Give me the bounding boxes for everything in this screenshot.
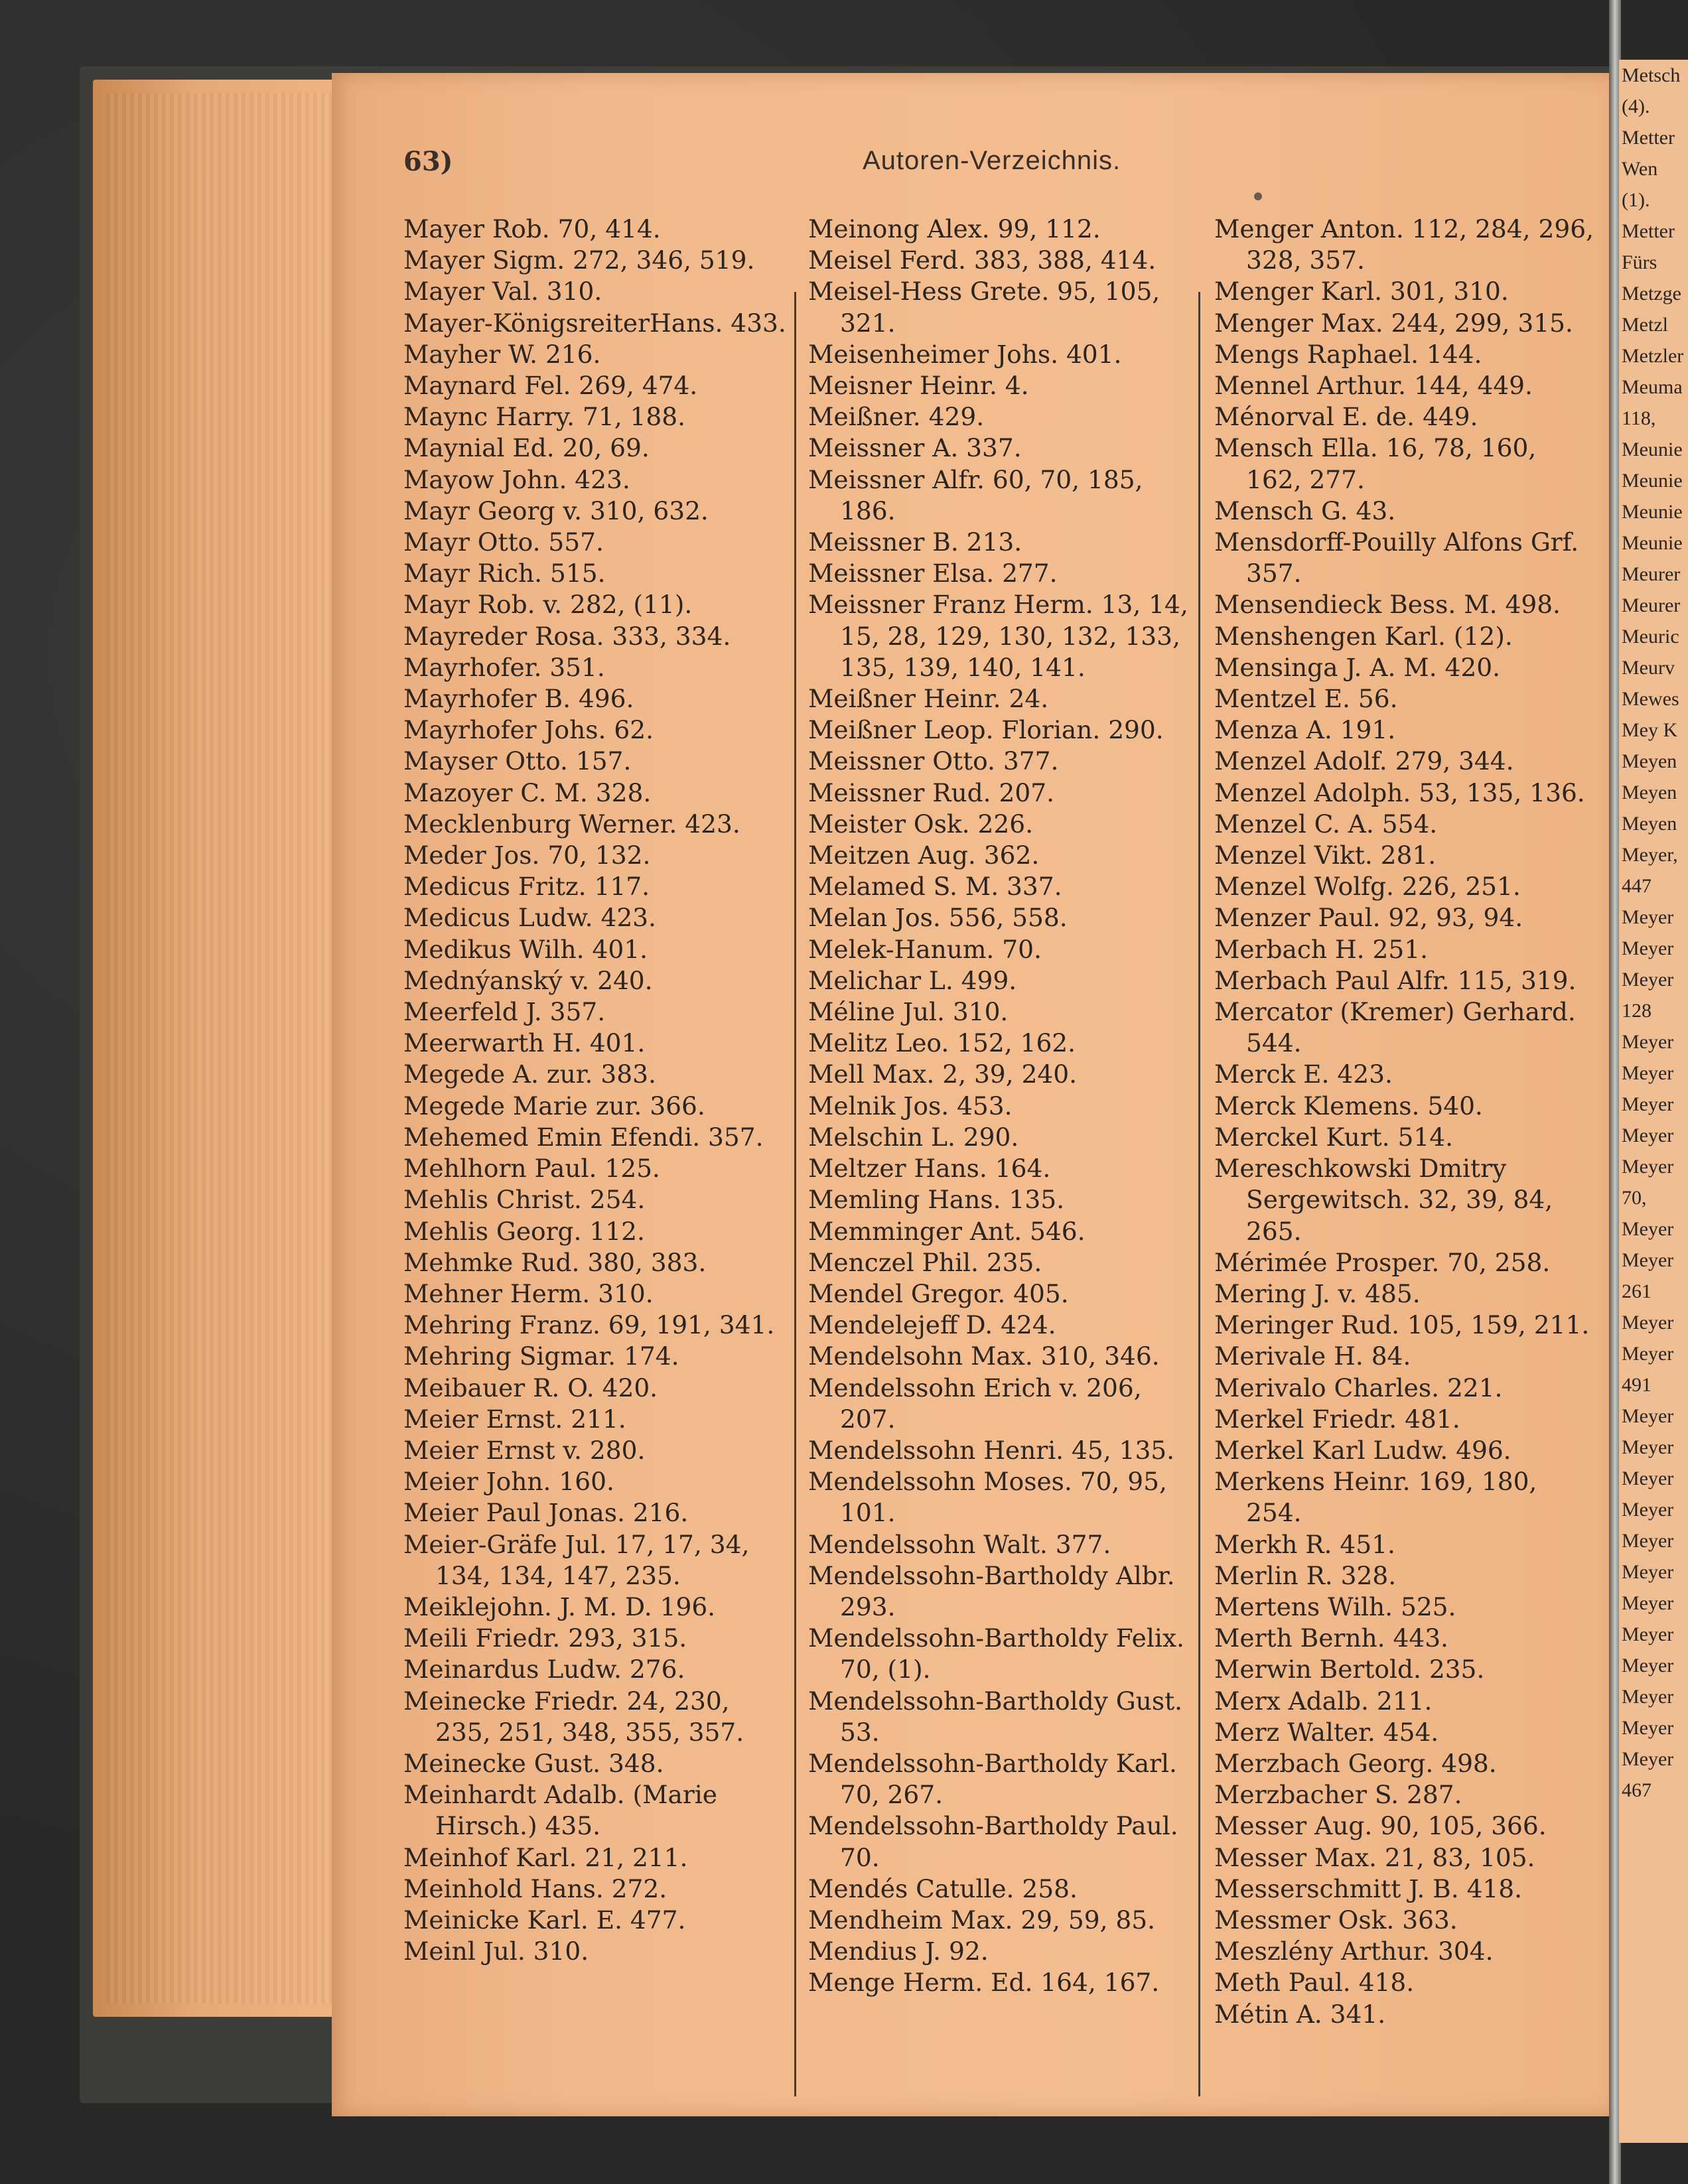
next-page-fragment: Meurer: [1622, 594, 1681, 616]
index-entry: Merzbacher S. 287.: [1214, 1780, 1462, 1810]
index-entry: Messer Aug. 90, 105, 366.: [1214, 1811, 1547, 1841]
next-page-fragment: 467: [1622, 1779, 1652, 1801]
index-entry: Mehemed Emin Efendi. 357.: [403, 1122, 764, 1152]
index-entry: Mendelssohn Moses. 70, 95, 101.: [808, 1467, 1167, 1528]
index-entry: Mendelssohn-Bartholdy Albr. 293.: [808, 1560, 1175, 1621]
index-entry: Mendelssohn-Bartholdy Karl. 70, 267.: [808, 1748, 1177, 1810]
next-page-fragment: Meyen: [1622, 750, 1677, 772]
index-entry: Meier Ernst v. 280.: [403, 1435, 646, 1465]
index-entry: Merwin Bertold. 235.: [1214, 1655, 1485, 1684]
index-entry: Mercator (Kremer) Gerhard. 544.: [1214, 997, 1576, 1058]
next-page-fragment: Metzl: [1622, 314, 1668, 336]
index-entry: Ménorval E. de. 449.: [1214, 402, 1478, 432]
index-entry: Mendelssohn Henri. 45, 135.: [808, 1435, 1175, 1465]
next-page-fragment: 70,: [1622, 1187, 1647, 1209]
next-page-fragment: Fürs: [1622, 251, 1657, 273]
index-entry: Medicus Fritz. 117.: [403, 872, 650, 902]
index-entry: Mertens Wilh. 525.: [1214, 1592, 1456, 1621]
index-entry: Meissner Alfr. 60, 70, 185, 186.: [808, 464, 1143, 525]
index-entry: Merx Adalb. 211.: [1214, 1686, 1433, 1716]
index-entry: Meinhardt Adalb. (Marie Hirsch.) 435.: [403, 1780, 717, 1841]
index-entry: Merkens Heinr. 169, 180, 254.: [1214, 1467, 1537, 1528]
next-page-fragment: Meyer: [1622, 1623, 1674, 1645]
index-entry: Merkel Karl Ludw. 496.: [1214, 1435, 1512, 1465]
next-page-fragment: Metsch: [1622, 64, 1681, 86]
index-entry: Mayher W. 216.: [403, 339, 601, 369]
index-entry: Mensdorff-Pouilly Alfons Grf. 357.: [1214, 527, 1579, 588]
next-page-fragment: Meyer: [1622, 937, 1674, 959]
index-entry: Mendelssohn-Bartholdy Paul. 70.: [808, 1811, 1178, 1872]
next-page-fragment: (4).: [1622, 96, 1650, 117]
index-entry: Merzbach Georg. 498.: [1214, 1748, 1497, 1778]
page-header: [332, 146, 1612, 192]
index-entry: Messer Max. 21, 83, 105.: [1214, 1842, 1535, 1872]
next-page-fragment: Meyer: [1622, 906, 1674, 928]
index-entry: Mayrhofer B. 496.: [403, 684, 634, 714]
next-page-fragment: 128: [1622, 1000, 1652, 1022]
next-page-fragment: Metter: [1622, 220, 1675, 242]
index-entry: Meisel-Hess Grete. 95, 105, 321.: [808, 277, 1160, 338]
index-entry: Merivale H. 84.: [1214, 1341, 1411, 1371]
index-entry: Merbach H. 251.: [1214, 934, 1428, 964]
index-entry: Mehner Herm. 310.: [403, 1278, 654, 1308]
index-entry: Meister Osk. 226.: [808, 809, 1033, 839]
index-entry: Meier-Gräfe Jul. 17, 17, 34, 134, 134, 147, 235.: [403, 1529, 750, 1590]
index-entry: Melek-Hanum. 70.: [808, 934, 1042, 964]
index-entry: Mayreder Rosa. 333, 334.: [403, 621, 731, 651]
index-entry: Mendelssohn Erich v. 206, 207.: [808, 1373, 1142, 1434]
index-entry: Messmer Osk. 363.: [1214, 1905, 1458, 1935]
next-page-fragment: Metter: [1622, 127, 1675, 149]
index-entry: Memminger Ant. 546.: [808, 1216, 1086, 1246]
index-entry: Meinhold Hans. 272.: [403, 1874, 668, 1903]
next-page-fragment: Meyer: [1622, 1343, 1674, 1365]
index-entry: Mensinga J. A. M. 420.: [1214, 652, 1501, 682]
index-entry: Méline Jul. 310.: [808, 997, 1009, 1027]
index-entry: Merckel Kurt. 514.: [1214, 1122, 1454, 1152]
next-page-fragment: Meyer: [1622, 1125, 1674, 1146]
index-entry: Meissner Otto. 377.: [808, 746, 1059, 776]
index-entry: Mazoyer C. M. 328.: [403, 778, 652, 807]
index-entry: Messerschmitt J. B. 418.: [1214, 1874, 1523, 1903]
index-entry: Mensendieck Bess. M. 498.: [1214, 590, 1561, 620]
index-entry: Mehring Sigmar. 174.: [403, 1341, 679, 1371]
index-entry: Métin A. 341.: [1214, 1999, 1386, 2029]
index-entry: Mehlhorn Paul. 125.: [403, 1154, 660, 1184]
index-entry: Merlin R. 328.: [1214, 1560, 1397, 1590]
next-page-fragment: Meyer,: [1622, 844, 1678, 866]
index-entry: Meiklejohn. J. M. D. 196.: [403, 1592, 716, 1621]
running-title: Autoren-Verzeichnis.: [863, 146, 1121, 175]
index-entry: Menzel Adolph. 53, 135, 136.: [1214, 778, 1585, 807]
next-page-fragment: 261: [1622, 1280, 1652, 1302]
page-number: 63): [403, 146, 453, 177]
index-entry: Melschin L. 290.: [808, 1122, 1019, 1152]
index-entry: Menza A. 191.: [1214, 715, 1396, 745]
index-entry: Mendelsohn Max. 310, 346.: [808, 1341, 1160, 1371]
next-page-fragment: Meyer: [1622, 1530, 1674, 1552]
next-page-fragment: Metzler: [1622, 345, 1684, 367]
next-page-fragment: Meyer: [1622, 1592, 1674, 1614]
index-entry: Meinecke Friedr. 24, 230, 235, 251, 348, 355, 357.: [403, 1686, 744, 1747]
next-page-fragment: Meyen: [1622, 813, 1677, 835]
index-entry: Meerwarth H. 401.: [403, 1028, 646, 1058]
index-entry: Melichar L. 499.: [808, 965, 1017, 995]
index-column-1: [403, 214, 788, 1967]
index-entry: Mehlis Christ. 254.: [403, 1185, 646, 1215]
index-entry: Mayow John. 423.: [403, 464, 630, 494]
index-entry: Meszlény Arthur. 304.: [1214, 1937, 1494, 1966]
index-entry: Menger Max. 244, 299, 315.: [1214, 308, 1573, 338]
index-entry: Meisenheimer Johs. 401.: [808, 339, 1122, 369]
index-entry: Merck E. 423.: [1214, 1059, 1393, 1089]
next-page-fragment: Meyer: [1622, 1156, 1674, 1178]
index-entry: Meibauer R. O. 420.: [403, 1373, 658, 1402]
index-entry: Melamed S. M. 337.: [808, 872, 1062, 902]
next-page-fragment: Meyer: [1622, 1717, 1674, 1739]
next-page-fragment: Meyer: [1622, 1499, 1674, 1521]
index-entry: Menge Herm. Ed. 164, 167.: [808, 1968, 1160, 1998]
next-page-fragment: (1).: [1622, 189, 1650, 211]
next-page-fragment: Meyer: [1622, 1031, 1674, 1053]
index-entry: Mendelejeff D. 424.: [808, 1310, 1056, 1340]
index-entry: Mehlis Georg. 112.: [403, 1216, 645, 1246]
next-page-fragment: Meunie: [1622, 439, 1683, 460]
page-block-strips: [106, 93, 332, 2004]
index-entry: Mayer Rob. 70, 414.: [403, 214, 661, 243]
index-entry: Mayr Rob. v. 282, (11).: [403, 590, 693, 620]
index-entry: Meinicke Karl. E. 477.: [403, 1905, 686, 1935]
index-entry: Mayer Sigm. 272, 346, 519.: [403, 245, 755, 275]
index-entry: Mendelssohn Walt. 377.: [808, 1529, 1111, 1559]
index-entry: Menzel Adolf. 279, 344.: [1214, 746, 1514, 776]
index-entry: Meder Jos. 70, 132.: [403, 841, 651, 870]
index-entry: Meinhof Karl. 21, 211.: [403, 1842, 688, 1872]
index-entry: Meißner. 429.: [808, 402, 985, 432]
index-entry: Mensch G. 43.: [1214, 496, 1396, 525]
index-entry: Mehring Franz. 69, 191, 341.: [403, 1310, 775, 1340]
next-page-fragment: Mewes: [1622, 688, 1679, 710]
next-page-fragment: Meuma: [1622, 376, 1683, 398]
index-entry: Mendius J. 92.: [808, 1937, 989, 1966]
next-page-fragment: Meunie: [1622, 532, 1683, 554]
index-entry: Mayrhofer. 351.: [403, 652, 605, 682]
index-entry: Mayer-KönigsreiterHans. 433.: [403, 308, 786, 338]
index-entry: Meinecke Gust. 348.: [403, 1748, 664, 1778]
index-entry: Mengs Raphael. 144.: [1214, 339, 1482, 369]
index-entry: Menczel Phil. 235.: [808, 1247, 1042, 1277]
next-page-fragment: Meyer: [1622, 1561, 1674, 1583]
next-page-fragment: Meyer: [1622, 1748, 1674, 1770]
index-entry: Menshengen Karl. (12).: [1214, 621, 1513, 651]
next-page-fragment: 491: [1622, 1374, 1652, 1396]
next-page-fragment: Meurer: [1622, 563, 1681, 585]
index-entry: Melan Jos. 556, 558.: [808, 903, 1068, 933]
index-entry: Meitzen Aug. 362.: [808, 841, 1040, 870]
next-page-fragment: Meyer: [1622, 1655, 1674, 1676]
next-page-fragment: Meyer: [1622, 1218, 1674, 1240]
next-page-fragment: Metzge: [1622, 283, 1681, 305]
next-page-fragment: 447: [1622, 875, 1652, 897]
next-page-fragment: Wen: [1622, 158, 1658, 180]
index-entry: Meier Ernst. 211.: [403, 1404, 626, 1434]
index-entry: Menzel Wolfg. 226, 251.: [1214, 872, 1521, 902]
column-divider: [1198, 292, 1200, 2096]
index-entry: Meier John. 160.: [403, 1467, 614, 1497]
index-entry: Mensch Ella. 16, 78, 160, 162, 277.: [1214, 433, 1537, 494]
next-page-fragment: Meyer: [1622, 1405, 1674, 1427]
index-entry: Mendheim Max. 29, 59, 85.: [808, 1905, 1156, 1935]
next-page-fragment: Meurv: [1622, 657, 1675, 679]
index-entry: Medikus Wilh. 401.: [403, 934, 648, 964]
index-entry: Mendés Catulle. 258.: [808, 1874, 1078, 1903]
next-page-fragment: Meyer: [1622, 1062, 1674, 1084]
index-entry: Mayr Rich. 515.: [403, 559, 606, 588]
index-entry: Meringer Rud. 105, 159, 211.: [1214, 1310, 1590, 1340]
index-entry: Maync Harry. 71, 188.: [403, 402, 686, 432]
index-entry: Maynial Ed. 20, 69.: [403, 433, 650, 463]
next-page-fragment: Meunie: [1622, 470, 1683, 492]
index-entry: Meltzer Hans. 164.: [808, 1154, 1051, 1184]
next-page-fragment: Meyer: [1622, 1249, 1674, 1271]
index-entry: Mayrhofer Johs. 62.: [403, 715, 654, 745]
next-page-fragment: Meyer: [1622, 1467, 1674, 1489]
index-entry: Mecklenburg Werner. 423.: [403, 809, 740, 839]
index-entry: Meili Friedr. 293, 315.: [403, 1623, 687, 1653]
index-entry: Merkel Friedr. 481.: [1214, 1404, 1460, 1434]
index-entry: Merth Bernh. 443.: [1214, 1623, 1448, 1653]
index-entry: Meißner Heinr. 24.: [808, 684, 1049, 714]
column-divider: [794, 292, 796, 2096]
index-column-2: [808, 214, 1193, 1999]
index-entry: Meisel Ferd. 383, 388, 414.: [808, 245, 1157, 275]
index-entry: Maynard Fel. 269, 474.: [403, 371, 698, 401]
index-entry: Meinong Alex. 99, 112.: [808, 214, 1101, 243]
index-entry: Memling Hans. 135.: [808, 1185, 1065, 1215]
index-entry: Megede Marie zur. 366.: [403, 1091, 705, 1121]
index-entry: Mendel Gregor. 405.: [808, 1278, 1069, 1308]
index-entry: Menger Karl. 301, 310.: [1214, 277, 1509, 307]
ink-dot: [1254, 192, 1262, 200]
index-entry: Meissner Elsa. 277.: [808, 559, 1058, 588]
index-entry: Mérimée Prosper. 70, 258.: [1214, 1247, 1551, 1277]
index-entry: Merck Klemens. 540.: [1214, 1091, 1483, 1121]
index-entry: Meissner A. 337.: [808, 433, 1022, 463]
index-entry: Mennel Arthur. 144, 449.: [1214, 371, 1533, 401]
index-entry: Menger Anton. 112, 284, 296, 328, 357.: [1214, 214, 1594, 275]
next-page-fragment: Meyer: [1622, 1312, 1674, 1333]
index-entry: Mayser Otto. 157.: [403, 746, 632, 776]
index-entry: Merz Walter. 454.: [1214, 1717, 1439, 1747]
next-page-fragment: Mey K: [1622, 719, 1678, 741]
next-page-fragment: Meyer: [1622, 1686, 1674, 1708]
index-entry: Meisner Heinr. 4.: [808, 371, 1029, 401]
index-entry: Mednýanský v. 240.: [403, 965, 653, 995]
index-entry: Melnik Jos. 453.: [808, 1091, 1013, 1121]
index-entry: Meinl Jul. 310.: [403, 1937, 589, 1966]
next-page-fragment: Meyer: [1622, 1436, 1674, 1458]
index-entry: Menzel Vikt. 281.: [1214, 841, 1437, 870]
index-entry: Meissner B. 213.: [808, 527, 1022, 557]
index-entry: Meerfeld J. 357.: [403, 997, 606, 1027]
index-entry: Mayer Val. 310.: [403, 277, 602, 307]
index-entry: Merkh R. 451.: [1214, 1529, 1395, 1559]
index-entry: Mering J. v. 485.: [1214, 1278, 1421, 1308]
index-entry: Meth Paul. 418.: [1214, 1968, 1415, 1998]
index-entry: Megede A. zur. 383.: [403, 1059, 656, 1089]
index-entry: Menzel C. A. 554.: [1214, 809, 1438, 839]
index-entry: Mendelssohn-Bartholdy Gust. 53.: [808, 1686, 1183, 1747]
next-page-fragment: Meyer: [1622, 1093, 1674, 1115]
book-page: [332, 73, 1612, 2116]
next-page-edge: [1619, 60, 1688, 2143]
index-entry: Mayr Otto. 557.: [403, 527, 604, 557]
index-entry: Meissner Rud. 207.: [808, 778, 1054, 807]
index-entry: Meißner Leop. Florian. 290.: [808, 715, 1164, 745]
index-entry: Mentzel E. 56.: [1214, 684, 1398, 714]
index-entry: Meinardus Ludw. 276.: [403, 1655, 685, 1684]
next-page-fragment: Meyen: [1622, 782, 1677, 803]
index-entry: Merivalo Charles. 221.: [1214, 1373, 1503, 1402]
index-entry: Menzer Paul. 92, 93, 94.: [1214, 903, 1523, 933]
index-entry: Mendelssohn-Bartholdy Felix. 70, (1).: [808, 1623, 1184, 1684]
index-entry: Mayr Georg v. 310, 632.: [403, 496, 709, 525]
index-column-3: [1214, 214, 1599, 2030]
index-entry: Meier Paul Jonas. 216.: [403, 1498, 689, 1528]
next-page-fragment: Meuric: [1622, 626, 1679, 648]
index-entry: Medicus Ludw. 423.: [403, 903, 656, 933]
index-entry: Mehmke Rud. 380, 383.: [403, 1247, 707, 1277]
next-page-fragment: Meunie: [1622, 501, 1683, 523]
index-entry: Melitz Leo. 152, 162.: [808, 1028, 1076, 1058]
next-page-fragment: 118,: [1622, 407, 1656, 429]
next-page-fragment: Meyer: [1622, 969, 1674, 990]
index-entry: Mereschkowski Dmitry Sergewitsch. 32, 39, 84, 265.: [1214, 1154, 1553, 1246]
index-entry: Meissner Franz Herm. 13, 14, 15, 28, 129, 130, 132, 133, 135, 139, 140, 141.: [808, 590, 1188, 682]
index-entry: Merbach Paul Alfr. 115, 319.: [1214, 965, 1577, 995]
index-entry: Mell Max. 2, 39, 240.: [808, 1059, 1077, 1089]
